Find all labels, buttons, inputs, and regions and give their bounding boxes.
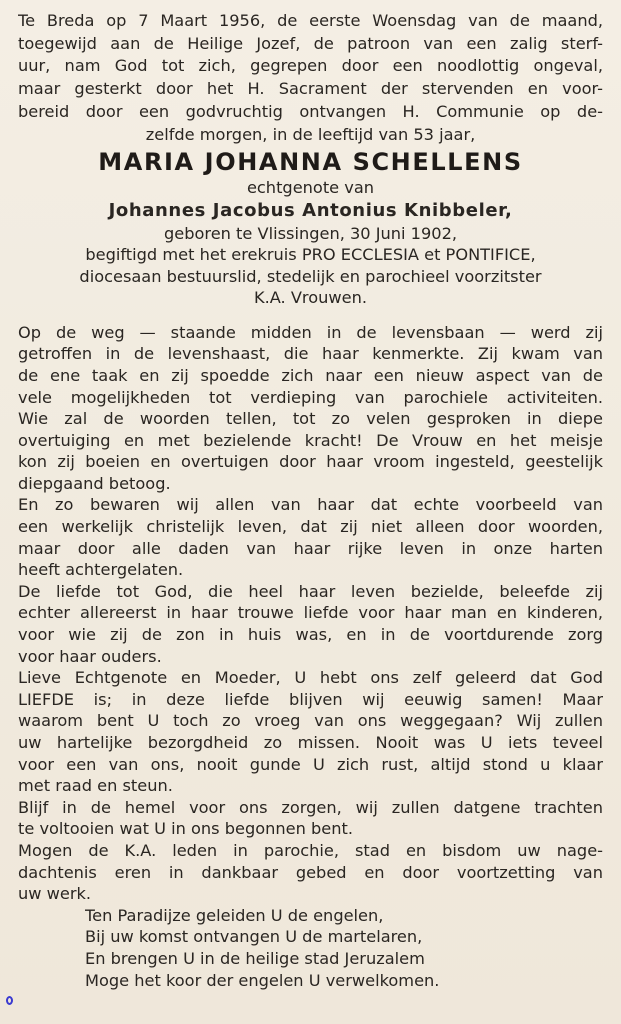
intro-line: Te Breda op 7 Maart 1956, de eerste Woensdag van de maand, xyxy=(18,11,603,30)
detail-line: diocesaan bestuurslid, stedelijk en parochieel voorzitster xyxy=(79,266,542,286)
body-line: maar door alle daden van haar rijke leven in onze harten xyxy=(18,538,603,558)
closing-prayer xyxy=(18,905,603,991)
body-line: uw hartelijke bezorgdheid zo missen. Nooit was U iets teveel xyxy=(18,733,603,752)
body-line: een werkelijk christelijk leven, dat zij niet alleen door woorden, xyxy=(18,517,603,537)
body-line: overtuiging en met bezielende kracht! De Vrouw en het meisje xyxy=(18,430,603,450)
deceased-name: MARIA JOHANNA SCHELLENS xyxy=(98,148,523,177)
detail-line: begiftigd met het erekruis PRO ECCLESIA et PONTIFICE, xyxy=(85,245,536,265)
spouse-and-details xyxy=(18,177,603,309)
spouse-name: Johannes Jacobus Antonius Knibbeler, xyxy=(108,199,513,221)
detail-line: K.A. Vrouwen. xyxy=(254,288,367,308)
prayer-line: Moge het koor der engelen U verwelkomen. xyxy=(85,970,440,990)
spouse-intro: echtgenote van xyxy=(246,178,375,198)
body-line: dachtenis eren in dankbaar gebed en door voortzetting van xyxy=(18,862,603,882)
body-line: Op de weg — staande midden in de levensbaan — werd zij xyxy=(18,322,603,342)
corner-ink-mark xyxy=(6,996,13,1005)
body-line: Mogen de K.A. leden in parochie, stad en bisdom uw nage- xyxy=(18,840,603,860)
body-line: LIEFDE is; in deze liefde blijven wij eeuwig samen! Maar xyxy=(18,689,603,709)
body-line: met raad en steun. xyxy=(18,776,173,796)
body-line: te voltooien wat U in ons begonnen bent. xyxy=(18,819,354,839)
body-line: Wie zal de woorden tellen, tot zo velen gesproken in diepe xyxy=(18,409,603,429)
body-line: de ene taak en zij spoedde zich naar een nieuw aspect van de xyxy=(18,365,603,385)
prayer-line: Bij uw komst ontvangen U de martelaren, xyxy=(85,927,423,947)
intro-paragraph xyxy=(18,10,603,146)
body-line: De liefde tot God, die heel haar leven bezielde, beleefde zij xyxy=(18,581,603,601)
intro-line: zelfde morgen, in de leeftijd van 53 jaar, xyxy=(145,124,476,144)
prayer-line: En brengen U in de heilige stad Jeruzalem xyxy=(85,948,425,968)
body-line: vele mogelijkheden tot verdieping van parochiele activiteiten. xyxy=(18,387,603,407)
body-text xyxy=(18,322,603,905)
body-line: uw werk. xyxy=(18,884,92,904)
body-line: voor een van ons, nooit gunde U zich rust, altijd stond u klaar xyxy=(18,754,603,774)
body-line: En zo bewaren wij allen van haar dat echte voorbeeld van xyxy=(18,495,603,515)
body-line: getroffen in de levenshaast, die haar kenmerkte. Zij kwam van xyxy=(18,344,603,364)
intro-line: uur, nam God tot zich, gegrepen door een noodlottig ongeval, xyxy=(18,56,603,76)
body-line: Lieve Echtgenote en Moeder, U hebt ons zelf geleerd dat God xyxy=(18,668,603,688)
intro-line: bereid door een godvruchtig ontvangen H. Communie op de- xyxy=(18,101,603,121)
body-line: echter allereerst in haar trouwe liefde voor haar man en kinderen, xyxy=(18,603,603,623)
body-line: heeft achtergelaten. xyxy=(18,560,184,580)
body-line: kon zij boeien en overtuigen door haar vroom ingesteld, geestelijk xyxy=(18,452,603,472)
body-line: voor haar ouders. xyxy=(18,646,162,666)
body-line: diepgaand betoog. xyxy=(18,473,171,493)
detail-line: geboren te Vlissingen, 30 Juni 1902, xyxy=(163,223,458,243)
prayer-line: Ten Paradijze geleiden U de engelen, xyxy=(85,905,384,925)
body-line: waarom bent U toch zo vroeg van ons weggegaan? Wij zullen xyxy=(18,711,603,731)
body-line: voor wie zij de zon in huis was, en in de voortdurende zorg xyxy=(18,625,603,645)
intro-line: maar gesterkt door het H. Sacrament der stervenden en voor- xyxy=(18,79,603,99)
intro-line: toegewijd aan de Heilige Jozef, de patroon van een zalig sterf- xyxy=(18,33,603,53)
body-line: Blijf in de hemel voor ons zorgen, wij zullen datgene trachten xyxy=(18,797,603,817)
